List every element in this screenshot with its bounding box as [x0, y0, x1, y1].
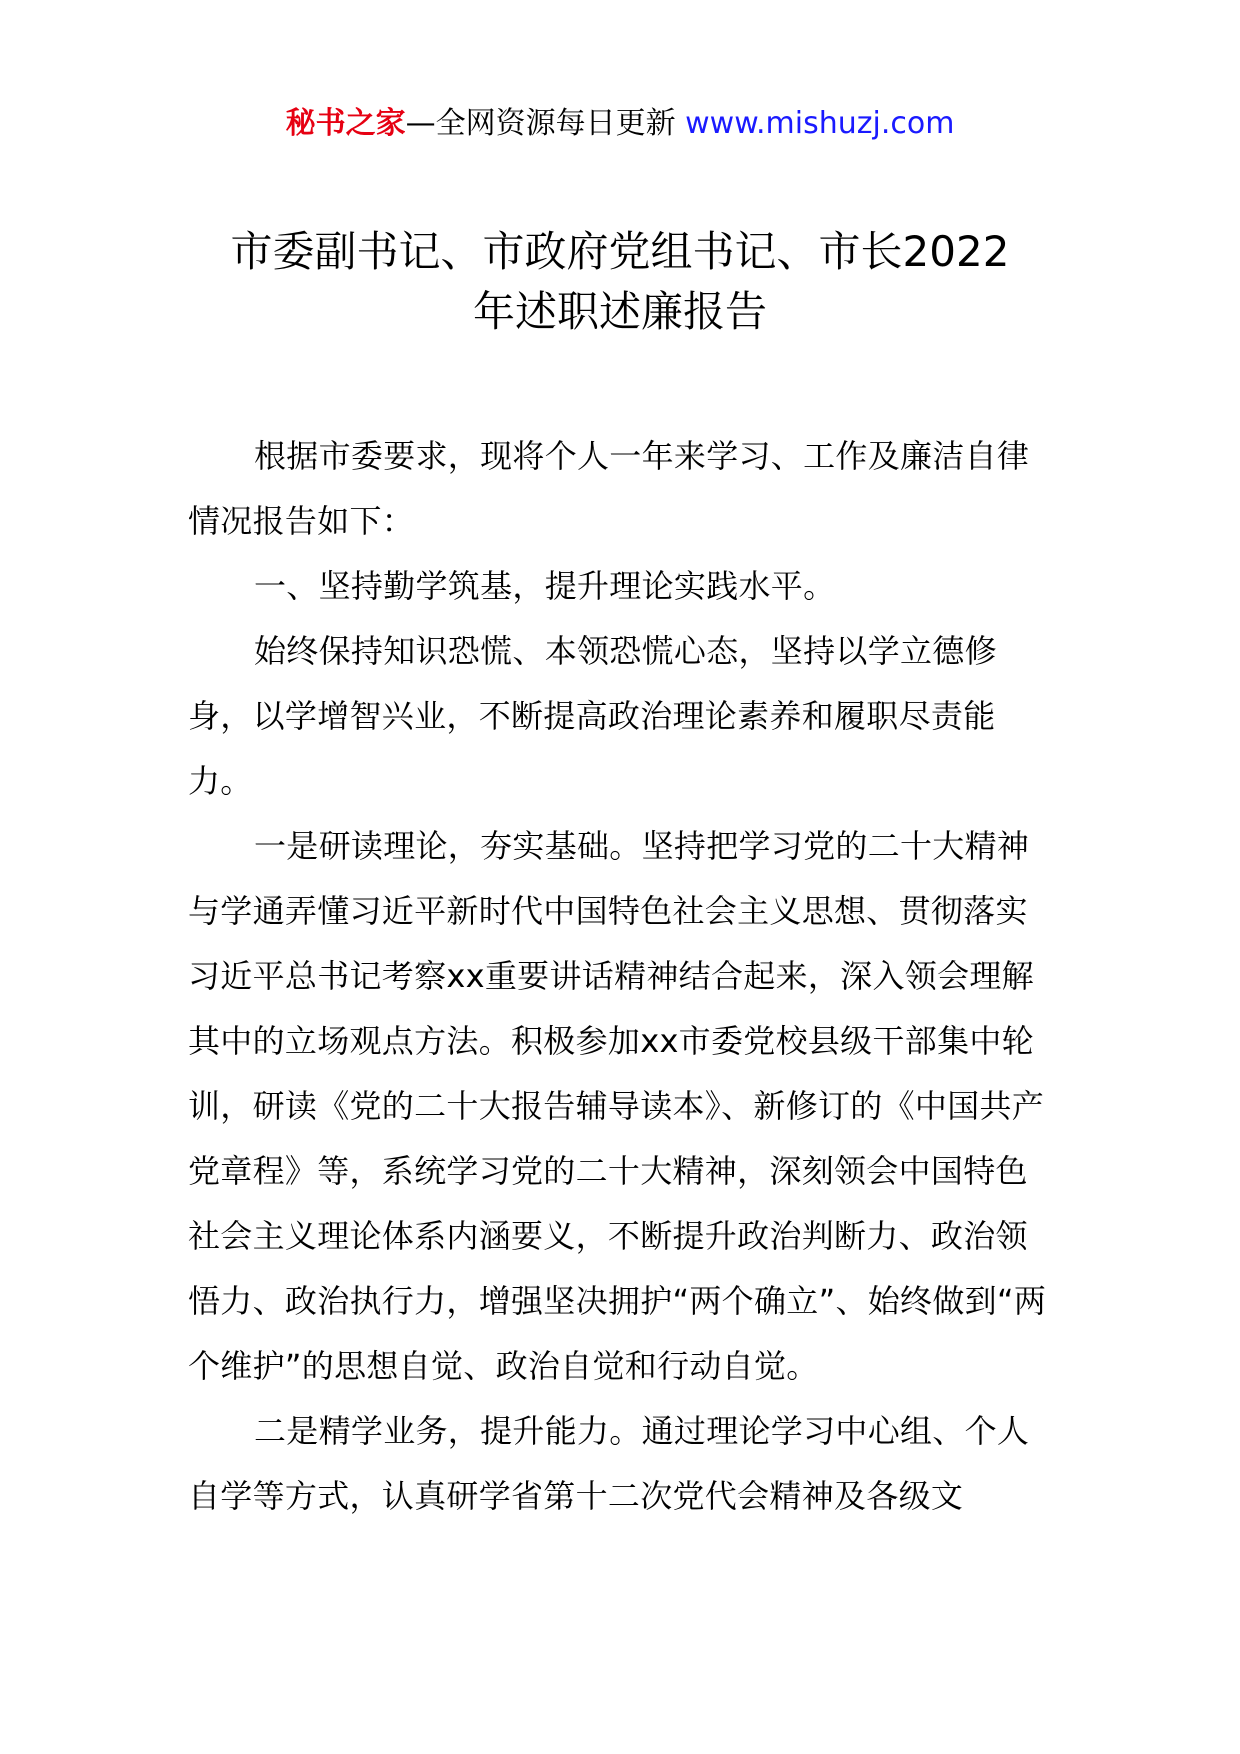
title-line-2: 年述职述廉报告: [472, 287, 767, 336]
paragraph: 二是精学业务，提升能力。通过理论学习中心组、个人自学等方式，认真研学省第十二次党代会精神及各级文: [188, 1412, 1030, 1515]
paragraph: 始终保持知识恐慌、本领恐慌心态，坚持以学立德修身，以学增智兴业，不断提高政治理论素养和履职尽责能力。: [188, 632, 997, 800]
site-header: [0, 100, 1240, 148]
document-title: [190, 222, 1050, 342]
title-line-1: 市委副书记、市政府党组书记、市长2022: [230, 227, 1010, 276]
brand-name: 秘书之家: [285, 106, 406, 141]
paragraph-intro: 根据市委要求，现将个人一年来学习、工作及廉洁自律情况报告如下：: [188, 437, 1030, 540]
site-url-link[interactable]: www.mishuzj.com: [685, 106, 955, 141]
site-tagline: —全网资源每日更新: [405, 106, 676, 141]
document-body: [188, 424, 1054, 1529]
section-heading-1: 一、坚持勤学筑基，提升理论实践水平。: [254, 567, 836, 605]
paragraph: 一是研读理论，夯实基础。坚持把学习党的二十大精神与学通弄懂习近平新时代中国特色社会主义思想、贯彻落实习近平总书记考察xx重要讲话精神结合起来，深入领会理解其中的立场观点方法。积极参加xx市委党校县级干部集中轮训，研读《党的二十大报告辅导读本》、新修订的《中国共产党章程》等，系统学习党的二十大精神，深刻领会中国特色社会主义理论体系内涵要义，不断提升政治判断力、政治领悟力、政治执行力，增强坚决拥护“两个确立”、始终做到“两个维护”的思想自觉、政治自觉和行动自觉。: [188, 827, 1047, 1385]
